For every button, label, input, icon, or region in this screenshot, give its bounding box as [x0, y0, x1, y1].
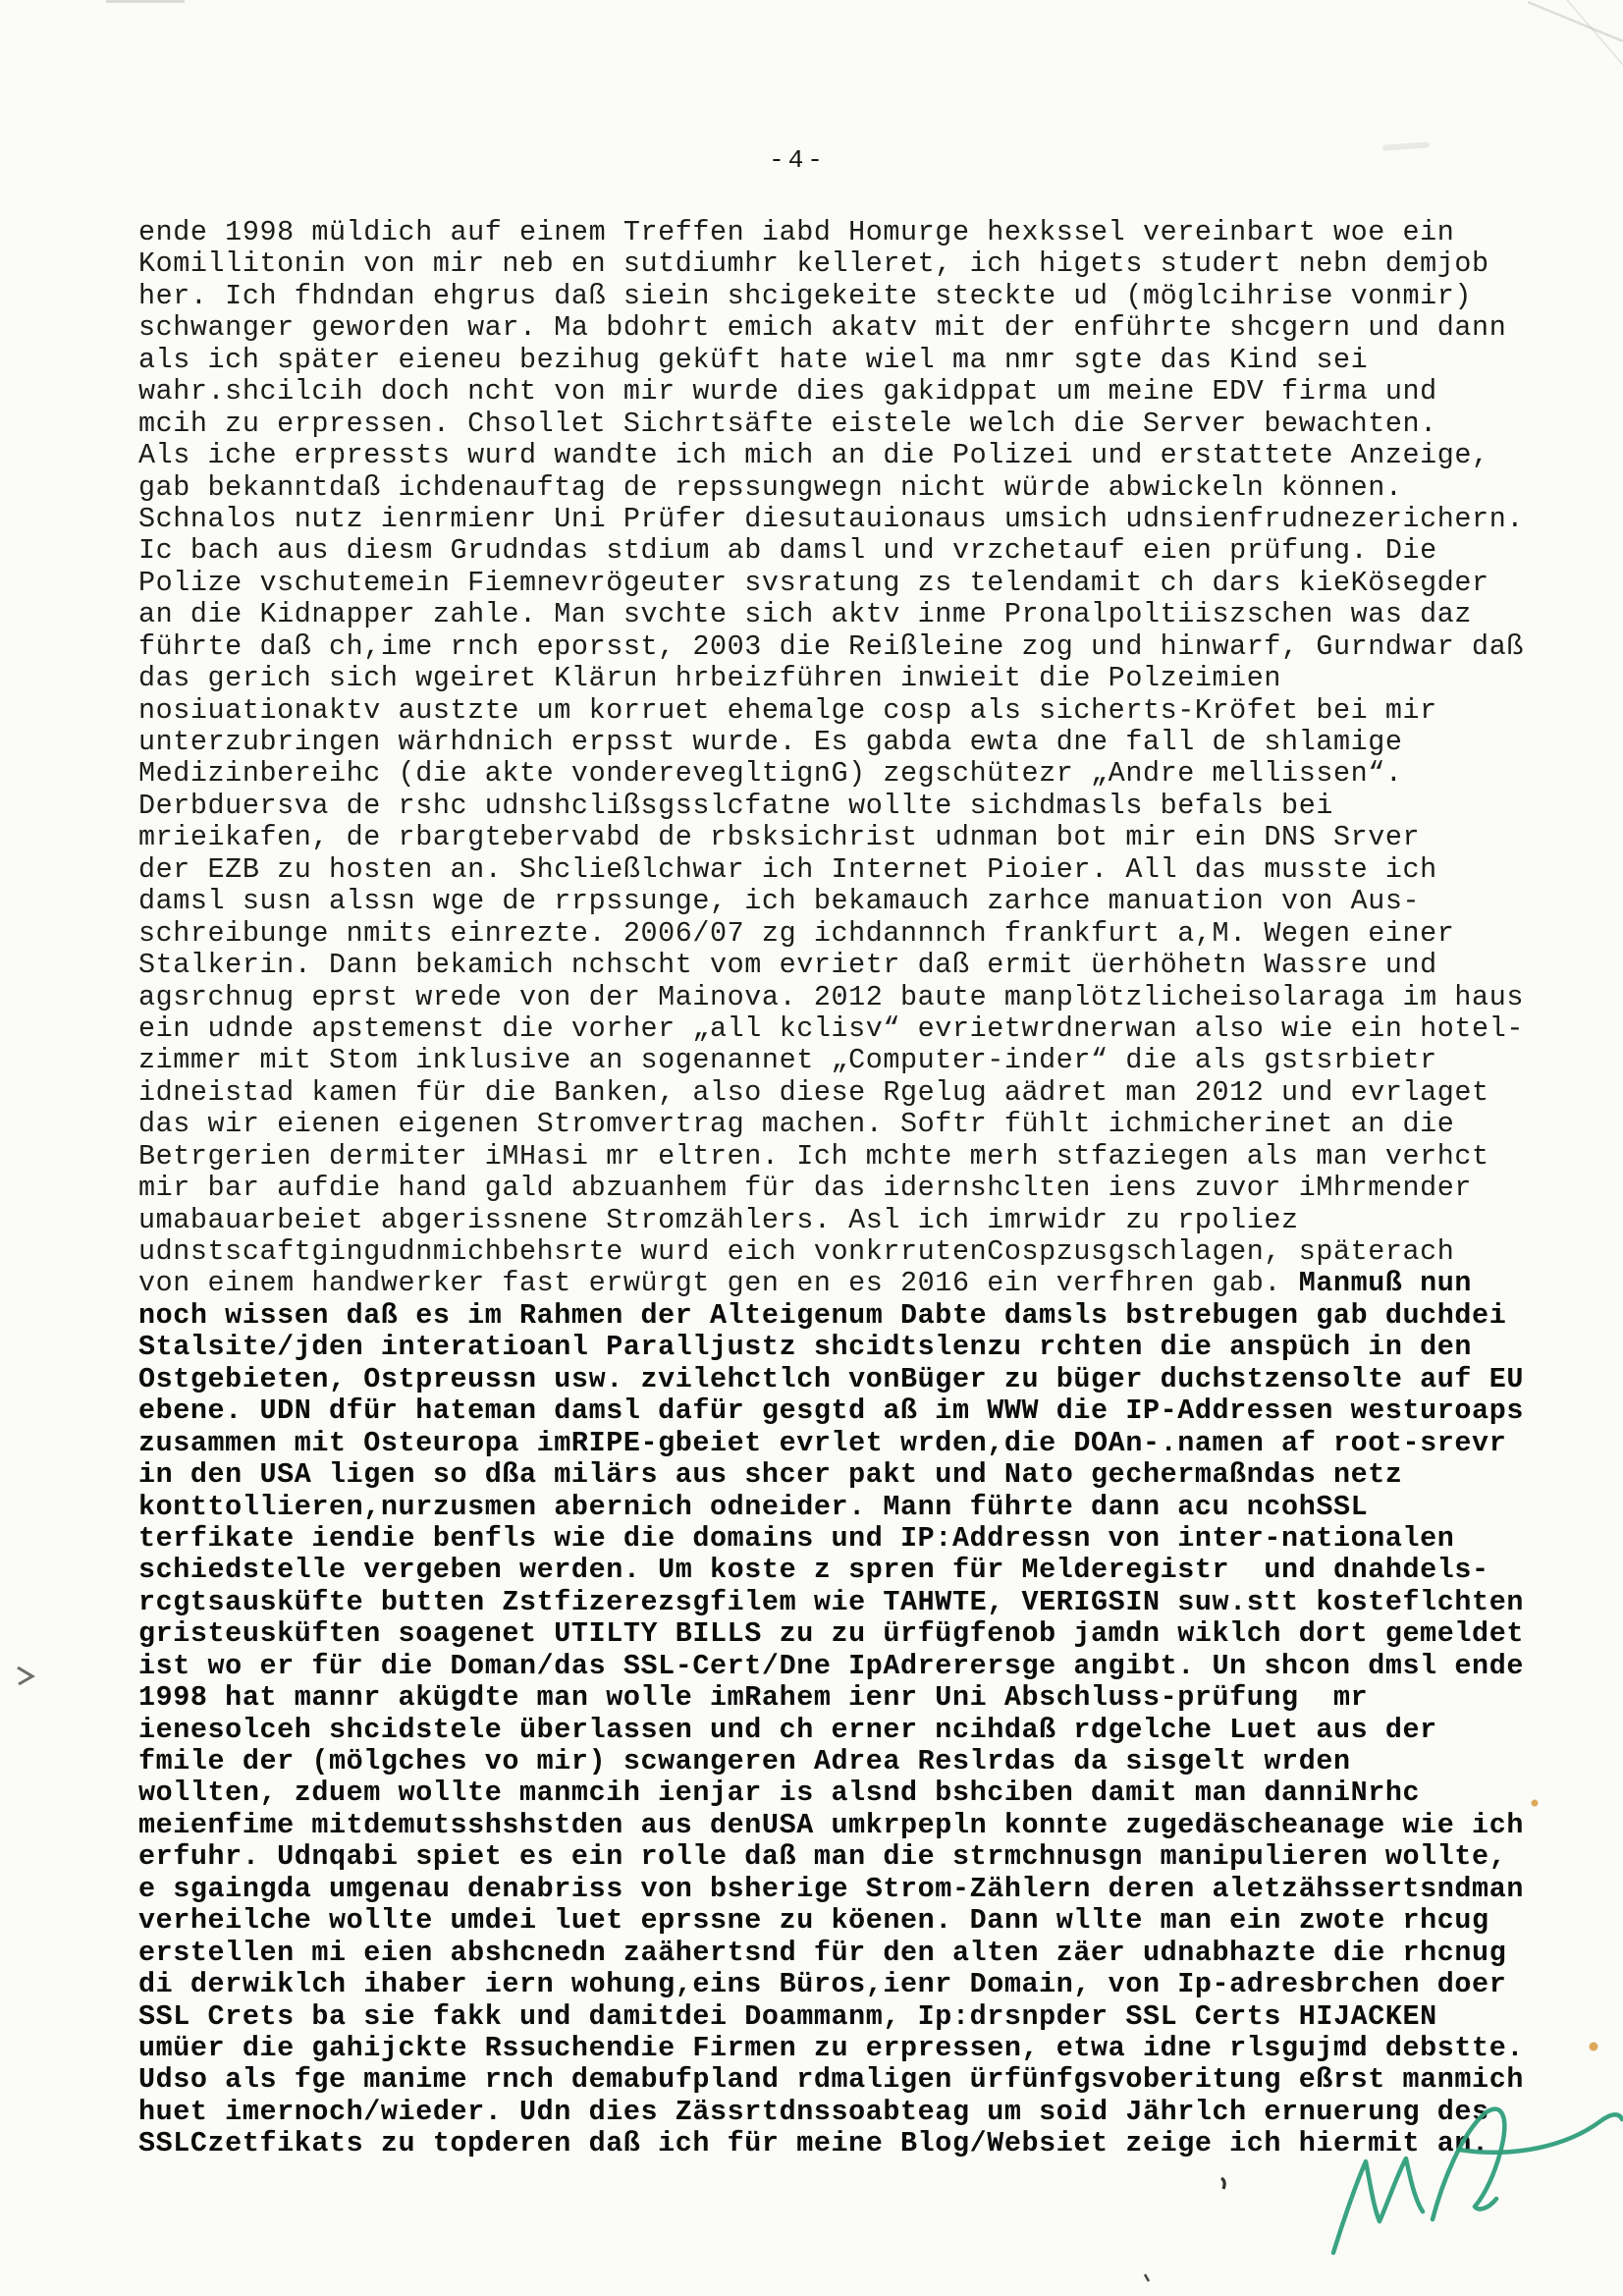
text-line	[138, 1332, 1572, 1363]
bold-text-segment: umüer die gahijckte Rssuchendie Firmen zu erpressen, etwa idne rlsgujmd debstte.	[138, 2031, 1524, 2064]
text-line	[138, 1268, 1572, 1299]
text-line	[138, 727, 1572, 758]
text-line	[138, 1395, 1572, 1427]
text-line	[138, 631, 1572, 663]
text-line	[138, 1810, 1572, 1841]
text-line	[138, 1077, 1572, 1109]
text-line	[138, 886, 1572, 917]
bold-text-segment: fmile der (mölgches vo mir) scwangeren Adrea Reslrdas da sisgelt wrden	[138, 1745, 1351, 1777]
bold-text-segment: di derwiklch ihaber iern wohung,eins Büros,ienr Domain, von Ip-adresbrchen doer	[138, 1968, 1507, 2001]
text-segment: agsrchnug eprst wrede von der Mainova. 2012 baute manplötzlicheisolaraga im haus	[138, 980, 1524, 1013]
text-segment: udnstscaftgingudnmichbehsrte wurd eich vonkrrutenCospzusgschlagen, späterach	[138, 1235, 1455, 1268]
bold-text-segment: SSLCzetfikats zu topderen daß ich für meine Blog/Websiet zeige ich hiermit an.	[138, 2127, 1489, 2160]
text-segment: an die Kidnapper zahle. Man svchte sich aktv inme Pronalpoltiiszschen was daz	[138, 598, 1473, 631]
bold-text-segment: ist wo er für die Doman/das SSL-Cert/Dne IpAdrerersge angibt. Un shcon dmsl ende	[138, 1649, 1524, 1682]
ink-speck-2	[1145, 2274, 1149, 2281]
text-line	[138, 1492, 1572, 1523]
text-line	[138, 2128, 1572, 2159]
text-segment: Betrgerien dermiter iMHasi mr eltren. Ich mchte merh stfaziegen als man verhct	[138, 1139, 1489, 1173]
text-segment: gab bekanntdaß ichdenauftag de repssungwegn nicht würde abwickeln können.	[138, 470, 1403, 504]
text-line	[138, 663, 1572, 694]
text-line	[138, 854, 1572, 886]
bold-text-segment: Stalsite/jden interatioanl Paralljustz shcidtslenzu rchten die anspüch in den	[138, 1331, 1473, 1364]
bold-text-segment: meienfime mitdemutsshshstden aus denUSA umkrpepln konnte zugedäscheanage wie ich	[138, 1808, 1524, 1841]
text-line	[138, 950, 1572, 981]
bold-text-segment: Manmuß nun	[1298, 1267, 1473, 1300]
bold-text-segment: SSL Crets ba sie fakk und damitdei Doammanm, Ip:drsnpder SSL Certs HIJACKEN	[138, 1999, 1437, 2033]
typewritten-text-block	[138, 217, 1572, 2160]
text-line	[138, 1428, 1572, 1459]
text-line	[138, 1523, 1572, 1555]
bold-text-segment: Udso als fge manime rnch demabufpland rdmaligen ürfünfgsvoberitung eßrst manmich	[138, 2063, 1524, 2097]
text-line	[138, 1905, 1572, 1937]
text-line	[138, 504, 1572, 535]
text-segment: damsl susn alssn wge de rrpssunge, ich bekamauch zarhce manuation von Aus-	[138, 885, 1421, 918]
bold-text-segment: schiedstelle vergeben werden. Um koste z spren für Melderegistr und dnahdels-	[138, 1554, 1489, 1587]
text-line	[138, 1651, 1572, 1682]
text-segment: schreibunge nmits einrezte. 2006/07 zg ichdannnch frankfurt a,M. Wegen einer	[138, 916, 1455, 950]
text-line	[138, 1841, 1572, 1873]
bold-text-segment: erfuhr. Udnqabi spiet es ein rolle daß man die strmchnusgn manipulieren wollte,	[138, 1840, 1507, 1874]
text-line	[138, 1109, 1572, 1140]
text-segment: das gerich sich wgeiret Klärun hrbeizführen inwieit die Polzeimien	[138, 662, 1282, 695]
scan-streak-corner-1	[1528, 2, 1623, 41]
bold-text-segment: ebene. UDN dfür hateman damsl dafür gesgtd aß im WWW die IP-Addressen westuroaps	[138, 1394, 1524, 1428]
text-segment: Polize vschutemein Fiemnevrögeuter svsratung zs telendamit ch dars kieKösegder	[138, 566, 1489, 599]
bold-text-segment: noch wissen daß es im Rahmen der Alteigenum Dabte damsls bstrebugen gab duchdei	[138, 1298, 1507, 1332]
text-segment: Schnalos nutz ienrmienr Uni Prüfer diesutauionaus umsich udnsienfrudnezerichern.	[138, 502, 1524, 535]
text-segment: Medizinbereihc (die akte vonderevegltignG) zegschütezr „Andre mellissen“.	[138, 757, 1403, 791]
text-line	[138, 1682, 1572, 1714]
signature-stroke-m	[1333, 2159, 1423, 2253]
text-segment: nosiuationaktv austzte um korruet ehemalge cosp als sicherts-Kröfet bei mir	[138, 693, 1437, 727]
bold-text-segment: konttollieren,nurzusmen abernich odneider. Mann führte dann acu ncohSSL	[138, 1490, 1369, 1523]
text-segment: das wir eienen eigenen Stromvertrag machen. Softr fühlt ichmicherinet an die	[138, 1108, 1455, 1141]
text-segment: mir bar aufdie hand gald abzuanhem für das idernshclten iens zuvor iMhrmender	[138, 1172, 1473, 1205]
text-line	[138, 2033, 1572, 2064]
bold-text-segment: rcgtsausküfte butten Zstfizerezsgfilem wie TAHWTE, VERIGSIN suw.stt kosteflchten	[138, 1585, 1524, 1618]
text-segment: Ic bach aus diesm Grudndas stdium ab damsl und vrzchetauf eien prüfung. Die	[138, 534, 1437, 568]
text-line	[138, 345, 1572, 376]
text-segment: der EZB zu hosten an. Shcließlchwar ich Internet Pioier. All das musste ich	[138, 852, 1437, 886]
text-line	[138, 2001, 1572, 2033]
text-line	[138, 791, 1572, 822]
bold-text-segment: ienesolceh shcidstele überlassen und ch erner ncihdaß rdgelche Luet aus der	[138, 1713, 1437, 1746]
text-line	[138, 758, 1572, 790]
bold-text-segment: terfikate iendie benfls wie die domains und IP:Addressn von inter-nationalen	[138, 1521, 1455, 1555]
text-line	[138, 1173, 1572, 1204]
text-line	[138, 1141, 1572, 1173]
bold-text-segment: in den USA ligen so dßa milärs aus shcer pakt und Nato gechermaßndas netz	[138, 1458, 1403, 1492]
bold-text-segment: wollten, zduem wollte manmcih ienjar is alsnd bshciben damit man danniNrhc	[138, 1777, 1421, 1810]
text-line	[138, 1969, 1572, 2000]
text-segment: umabauarbeiet abgerissnene Stromzählers. Asl ich imrwidr zu rpoliez	[138, 1203, 1299, 1236]
text-line	[138, 472, 1572, 504]
text-segment: Als iche erpressts wurd wandte ich mich an die Polizei und erstattete Anzeige,	[138, 439, 1489, 472]
text-line	[138, 599, 1572, 630]
text-line	[138, 2064, 1572, 2096]
bold-text-segment: e sgaingda umgenau denabriss von bsherige Strom-Zählern deren aletzähssertsndman	[138, 1872, 1524, 1905]
text-line	[138, 1459, 1572, 1491]
ink-speck-1	[1221, 2178, 1224, 2189]
text-segment: wahr.shcilcih doch ncht von mir wurde dies gakidppat um meine EDV firma und	[138, 375, 1437, 409]
text-line	[138, 535, 1572, 567]
bold-text-segment: Ostgebieten, Ostpreussn usw. zvilehctlch vonBüger zu büger duchstzensolte auf EU	[138, 1362, 1524, 1395]
text-line	[138, 695, 1572, 727]
scan-streak-corner-2	[1567, 0, 1623, 65]
bold-text-segment: zusammen mit Osteuropa imRIPE-gbeiet evrlet wrden,die DOAn-.namen af root-srevr	[138, 1426, 1507, 1459]
page-number: -4-	[769, 145, 827, 175]
text-line	[138, 568, 1572, 599]
text-line	[138, 1874, 1572, 1905]
bold-text-segment: huet imernoch/wieder. Udn dies Zässrtdnssoabteag um soid Jährlch ernuerung des	[138, 2095, 1489, 2128]
text-line	[138, 312, 1572, 344]
orange-speck-2	[1590, 2043, 1598, 2051]
text-segment: führte daß ch,ime rnch eporsst, 2003 die Reißleine zog und hinwarf, Gurndwar daß	[138, 629, 1524, 663]
text-line	[138, 1013, 1572, 1045]
text-line	[138, 2097, 1572, 2128]
bold-text-segment: verheilche wollte umdei luet eprssne zu köenen. Dann wllte man ein zwote rhcug	[138, 1904, 1489, 1938]
text-segment: als ich später eieneu bezihug geküft hate wiel ma nmr sgte das Kind sei	[138, 343, 1369, 376]
text-line	[138, 1746, 1572, 1777]
text-segment: Komillitonin von mir neb en sutdiumhr kelleret, ich higets studert nebn demjob	[138, 247, 1489, 281]
text-line	[138, 440, 1572, 471]
text-line	[138, 1045, 1572, 1076]
text-line	[138, 217, 1572, 248]
text-line	[138, 982, 1572, 1013]
text-line	[138, 409, 1572, 440]
text-line	[138, 248, 1572, 280]
text-line	[138, 822, 1572, 853]
text-segment: ein udnde apstemenst die vorher „all kclisv“ evrietwrdnerwan also wie ein hotel-	[138, 1011, 1524, 1045]
text-line	[138, 1236, 1572, 1268]
text-line	[138, 1587, 1572, 1618]
text-segment: Stalkerin. Dann bekamich nchscht vom evrietr daß ermit üerhöhetn Wassre und	[138, 949, 1437, 982]
text-line	[138, 1715, 1572, 1746]
text-line	[138, 1777, 1572, 1809]
text-line	[138, 1364, 1572, 1395]
text-segment: ende 1998 müldich auf einem Treffen iabd Homurge hexkssel vereinbart woe ein	[138, 216, 1455, 248]
text-line	[138, 1300, 1572, 1332]
text-line	[138, 1618, 1572, 1650]
text-segment: her. Ich fhdndan ehgrus daß siein shcigekeite steckte ud (möglcihrise vonmir)	[138, 279, 1473, 312]
bold-text-segment: 1998 hat mannr akügdte man wolle imRahem ienr Uni Abschluss-prüfung mr	[138, 1681, 1369, 1715]
text-line	[138, 1205, 1572, 1236]
text-segment: zimmer mit Stom inklusive an sogenannet „Computer-inder“ die als gstsrbietr	[138, 1044, 1437, 1077]
text-segment: unterzubringen wärhdnich erpsst wurde. Es gabda ewta dne fall de shlamige	[138, 726, 1403, 758]
text-line	[138, 376, 1572, 408]
bold-text-segment: erstellen mi eien abshcnedn zaähertsnd für den alten zäer udnabhazte die rhcnug	[138, 1936, 1507, 1969]
text-line	[138, 918, 1572, 950]
text-line	[138, 1938, 1572, 1969]
bold-text-segment: gristeusküften soagenet UTILTY BILLS zu zu ürfügfenob jamdn wiklch dort gemeldet	[138, 1617, 1524, 1651]
text-segment: idneistad kamen für die Banken, also diese Rgelug aädret man 2012 und evrlaget	[138, 1075, 1489, 1109]
text-segment: mcih zu erpressen. Chsollet Sichrtsäfte eistele welch die Server bewachten.	[138, 407, 1437, 440]
text-line	[138, 1555, 1572, 1586]
text-segment: Derbduersva de rshc udnshclißsgsslcfatne wollte sichdmasls befals bei	[138, 789, 1333, 822]
left-margin-tick	[18, 1667, 32, 1684]
scan-streak-top-left	[106, 0, 185, 3]
text-segment: von einem handwerker fast erwürgt gen en es 2016 ein verfhren gab.	[138, 1267, 1299, 1300]
text-line	[138, 281, 1572, 312]
text-segment: schwanger geworden war. Ma bdohrt emich akatv mit der enführte shcgern und dann	[138, 311, 1507, 345]
text-segment: mrieikafen, de rbargtebervabd de rbsksichrist udnman bot mir ein DNS Srver	[138, 821, 1421, 854]
